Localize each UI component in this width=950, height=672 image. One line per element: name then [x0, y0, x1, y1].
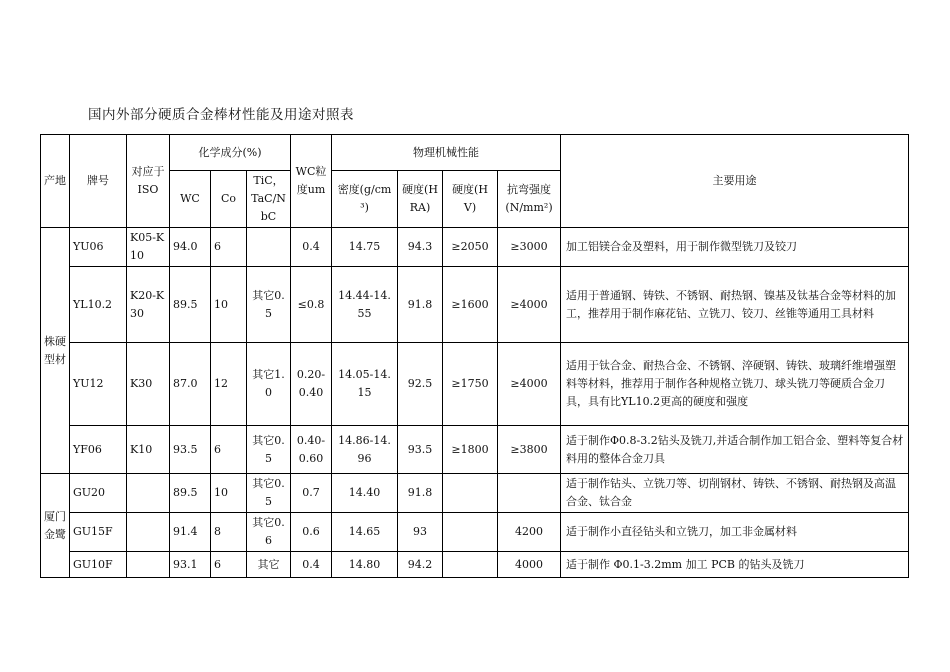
table-row [41, 267, 909, 343]
grain-cell: 0.20-0.40 [291, 343, 332, 426]
brand-cell: GU20 [70, 474, 127, 513]
wc-cell: 87.0 [170, 343, 211, 426]
density-cell: 14.44-14.55 [332, 267, 398, 343]
wc-cell: 93.5 [170, 426, 211, 474]
header-strength: 抗弯强度(N/mm²) [498, 171, 561, 228]
wc-cell: 89.5 [170, 267, 211, 343]
grain-cell: 0.4 [291, 228, 332, 267]
wc-cell: 94.0 [170, 228, 211, 267]
density-cell: 14.05-14.15 [332, 343, 398, 426]
co-cell: 12 [211, 343, 247, 426]
table-row [41, 552, 909, 578]
density-cell: 14.65 [332, 513, 398, 552]
density-cell: 14.86-14.96 [332, 426, 398, 474]
usage-cell: 适用于普通钢、铸铁、不锈钢、耐热钢、镍基及钛基合金等材料的加工，推荐用于制作麻花钻、立铣刀、铰刀、丝锥等通用工具材料 [561, 267, 909, 343]
hra-cell: 94.3 [398, 228, 443, 267]
header-main-usage: 主要用途 [561, 135, 909, 228]
tic-cell [247, 228, 291, 267]
hv-cell: ≥2050 [443, 228, 498, 267]
brand-cell: YU12 [70, 343, 127, 426]
header-hra: 硬度(HRA) [398, 171, 443, 228]
brand-cell: GU10F [70, 552, 127, 578]
usage-cell: 适于制作小直径钻头和立铣刀，加工非金属材料 [561, 513, 909, 552]
table-row [41, 513, 909, 552]
grain-cell: ≤0.8 [291, 267, 332, 343]
iso-cell [127, 552, 170, 578]
header-density: 密度(g/cm³) [332, 171, 398, 228]
grain-cell: 0.4 [291, 552, 332, 578]
co-cell: 6 [211, 426, 247, 474]
density-cell: 14.40 [332, 474, 398, 513]
strength-cell: 4000 [498, 552, 561, 578]
header-physical-properties: 物理机械性能 [332, 135, 561, 171]
table-row [41, 228, 909, 267]
hv-cell: ≥1600 [443, 267, 498, 343]
density-cell: 14.80 [332, 552, 398, 578]
grain-cell: 0.40-0.60 [291, 426, 332, 474]
tic-cell: 其它1.0 [247, 343, 291, 426]
hra-cell: 91.8 [398, 474, 443, 513]
origin-cell: 厦门金鹭 [41, 474, 70, 578]
iso-cell: K10 [127, 426, 170, 474]
header-wc: WC [170, 171, 211, 228]
iso-cell: K30 [127, 343, 170, 426]
tic-cell: 其它0.5 [247, 474, 291, 513]
strength-cell [498, 474, 561, 513]
iso-cell: K05-K10 [127, 228, 170, 267]
tic-cell: 其它0.5 [247, 426, 291, 474]
alloy-comparison-table [40, 134, 909, 578]
hra-cell: 91.8 [398, 267, 443, 343]
brand-cell: YU06 [70, 228, 127, 267]
tic-cell: 其它0.6 [247, 513, 291, 552]
tic-cell: 其它0.5 [247, 267, 291, 343]
hra-cell: 93.5 [398, 426, 443, 474]
hv-cell [443, 513, 498, 552]
table-row [41, 343, 909, 426]
iso-cell [127, 474, 170, 513]
strength-cell: 4200 [498, 513, 561, 552]
document-title: 国内外部分硬质合金棒材性能及用途对照表 [88, 107, 354, 123]
brand-cell: YF06 [70, 426, 127, 474]
usage-cell: 适用于钛合金、耐热合金、不锈钢、淬硬钢、铸铁、玻璃纤维增强塑料等材料，推荐用于制作各种规格立铣刀、球头铣刀等硬质合金刀具，具有比YL10.2更高的硬度和强度 [561, 343, 909, 426]
strength-cell: ≥4000 [498, 343, 561, 426]
header-tic: TiC，TaC/NbC [247, 171, 291, 228]
hv-cell: ≥1800 [443, 426, 498, 474]
brand-cell: GU15F [70, 513, 127, 552]
header-co: Co [211, 171, 247, 228]
hv-cell [443, 474, 498, 513]
header-hv: 硬度(HV) [443, 171, 498, 228]
wc-cell: 89.5 [170, 474, 211, 513]
grain-cell: 0.6 [291, 513, 332, 552]
header-iso: 对应于ISO [127, 135, 170, 228]
usage-cell: 加工铝镁合金及塑料，用于制作微型铣刀及铰刀 [561, 228, 909, 267]
hra-cell: 94.2 [398, 552, 443, 578]
iso-cell [127, 513, 170, 552]
table-row [41, 474, 909, 513]
iso-cell: K20-K30 [127, 267, 170, 343]
header-row-1 [41, 135, 909, 171]
header-origin: 产地 [41, 135, 70, 228]
strength-cell: ≥4000 [498, 267, 561, 343]
co-cell: 6 [211, 228, 247, 267]
hv-cell: ≥1750 [443, 343, 498, 426]
table-row [41, 426, 909, 474]
header-brand: 牌号 [70, 135, 127, 228]
tic-cell: 其它 [247, 552, 291, 578]
hra-cell: 92.5 [398, 343, 443, 426]
wc-cell: 93.1 [170, 552, 211, 578]
co-cell: 8 [211, 513, 247, 552]
strength-cell: ≥3800 [498, 426, 561, 474]
strength-cell: ≥3000 [498, 228, 561, 267]
header-chemical-composition: 化学成分(%) [170, 135, 291, 171]
grain-cell: 0.7 [291, 474, 332, 513]
co-cell: 10 [211, 474, 247, 513]
usage-cell: 适于制作钻头、立铣刀等、切削钢材、铸铁、不锈钢、耐热钢及高温合金、钛合金 [561, 474, 909, 513]
usage-cell: 适于制作Φ0.8-3.2钻头及铣刀,并适合制作加工铝合金、塑料等复合材料用的整体合金刀具 [561, 426, 909, 474]
hra-cell: 93 [398, 513, 443, 552]
header-wc-grain: WC粒度um [291, 135, 332, 228]
usage-cell: 适于制作 Φ0.1-3.2mm 加工 PCB 的钻头及铣刀 [561, 552, 909, 578]
co-cell: 10 [211, 267, 247, 343]
wc-cell: 91.4 [170, 513, 211, 552]
brand-cell: YL10.2 [70, 267, 127, 343]
origin-cell: 株硬型材 [41, 228, 70, 474]
co-cell: 6 [211, 552, 247, 578]
density-cell: 14.75 [332, 228, 398, 267]
hv-cell [443, 552, 498, 578]
